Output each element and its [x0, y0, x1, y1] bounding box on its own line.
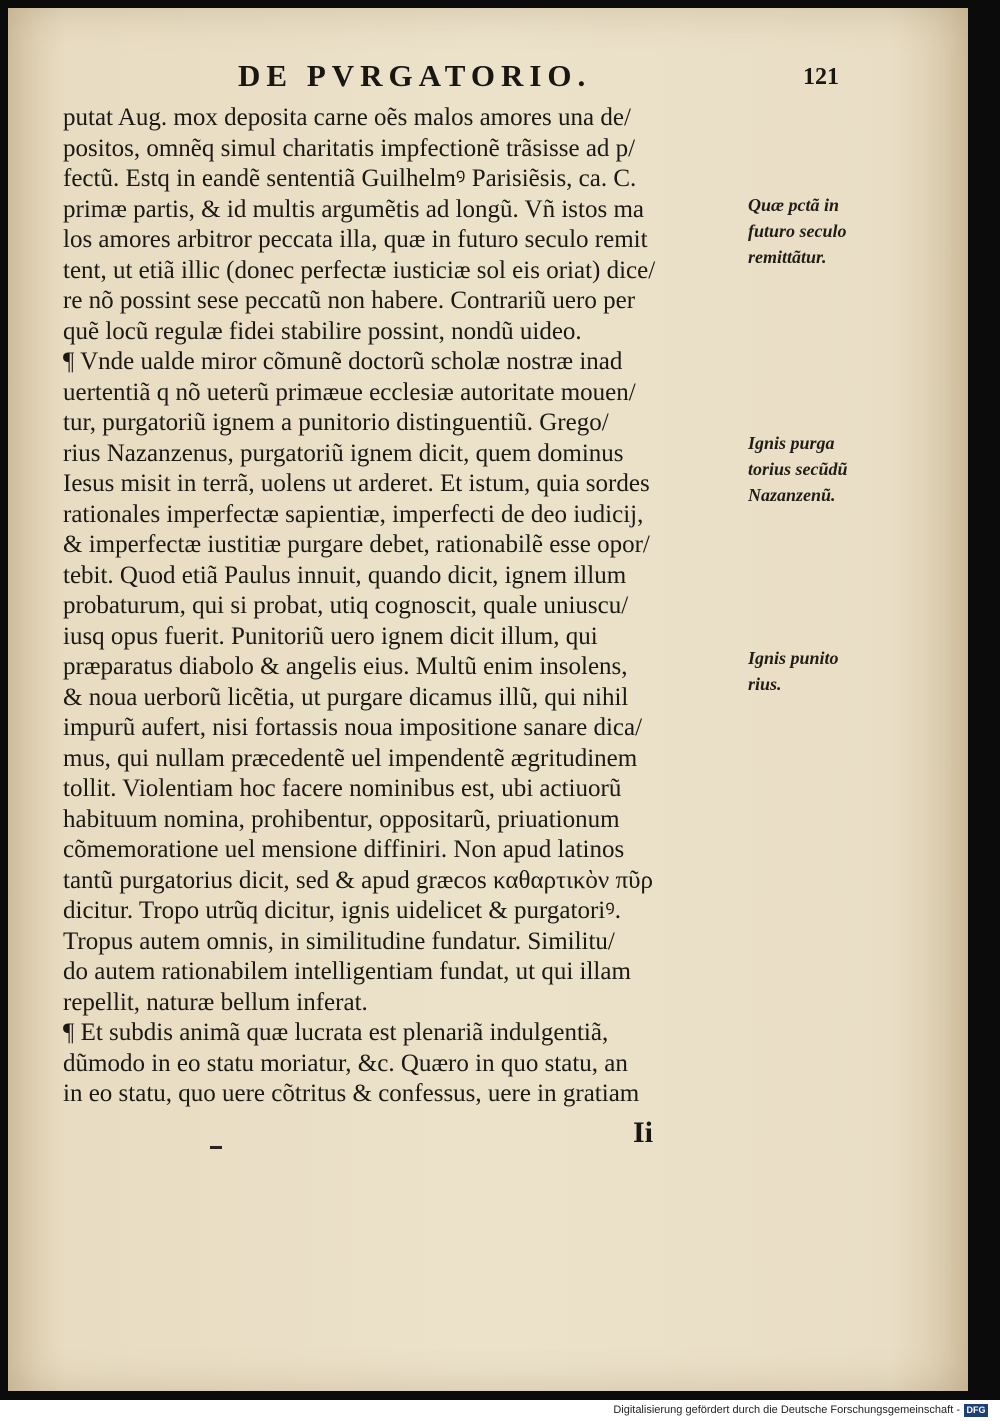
text-line: tent, ut etiã illic (donec perfectæ iusticiæ sol eis oriat) dice/ [63, 256, 656, 284]
text-line: re nõ possint sese peccatũ non habere. Contrariũ uero per [63, 287, 636, 314]
marginal-note-line: torius secũdũ [748, 459, 848, 479]
marginal-note-line: futuro seculo [748, 221, 847, 241]
text-line: præparatus diabolo & angelis eius. Multũ enim insolens, [63, 653, 628, 680]
digitization-footer [0, 1400, 1000, 1421]
text-line: habituum nomina, prohibentur, oppositarũ, priuationum [63, 805, 620, 833]
text-line: repellit, naturæ bellum inferat. [63, 988, 368, 1016]
text-line: dicitur. Tropo utrũq dicitur, ignis uidelicet & purgatoriꝰ. [63, 897, 622, 924]
marginal-note-line: Ignis punito [748, 648, 839, 668]
folio-number: 121 [803, 64, 839, 90]
text-line: impurũ aufert, nisi fortassis noua impositione sanare dica/ [63, 714, 643, 741]
marginal-note-line: rius. [748, 674, 782, 694]
footer-credit: Digitalisierung gefördert durch die Deutsche Forschungsgemeinschaft - [613, 1404, 960, 1416]
text-line: & noua uerborũ licẽtia, ut purgare dicamus illũ, qui nihil [63, 683, 629, 711]
text-line: los amores arbitror peccata illa, quæ in futuro seculo remit [63, 226, 648, 253]
text-line: rius Nazanzenus, purgatoriũ ignem dicit, quem dominus [63, 439, 624, 467]
signature-mark: Ii [633, 1116, 654, 1149]
text-line: tantũ purgatorius dicit, sed & apud græcos καθαρτικὸν πῦρ [63, 866, 653, 894]
text-line: ¶ Vnde ualde miror cõmunẽ doctorũ scholæ nostræ inad [63, 348, 623, 375]
text-line: in eo statu, quo uere cõtritus & confessus, uere in gratiam [63, 1080, 640, 1107]
running-head: DE PVRGATORIO. [238, 58, 592, 93]
text-line: fectũ. Estq in eandẽ sententiã Guilhelmꝰ Parisiẽsis, ca. C. [63, 165, 637, 192]
text-line: tur, purgatoriũ ignem a punitorio distinguentiũ. Grego/ [63, 409, 609, 436]
marginal-note-line: remittãtur. [748, 247, 827, 267]
marginal-note-1 [748, 192, 883, 270]
text-line: iusq opus fuerit. Punitoriũ uero ignem dicit illum, qui [63, 622, 598, 650]
text-line: uertentiã q nõ ueterũ primæue ecclesiæ autoritate mouen/ [63, 378, 636, 406]
text-line: rationales imperfectæ sapientiæ, imperfecti de deo iudicij, [63, 500, 644, 528]
text-line: & imperfectæ iustitiæ purgare debet, rationabilẽ esse opor/ [63, 531, 650, 558]
text-line: positos, omnẽq simul charitatis impfectionẽ trãsisse ad p/ [63, 134, 636, 162]
text-line: do autem rationabilem intelligentiam fundat, ut qui illam [63, 958, 631, 985]
book-page [8, 8, 968, 1391]
marginal-note-line: Nazanzenũ. [748, 485, 836, 505]
text-line: mus, qui nullam præcedentẽ uel impendentẽ ægritudinem [63, 744, 638, 772]
dfg-logo-icon: DFG [964, 1404, 988, 1417]
text-line: tebit. Quod etiã Paulus innuit, quando dicit, ignem illum [63, 561, 627, 589]
text-line: primæ partis, & id multis argumẽtis ad longũ. Vñ istos ma [63, 195, 645, 223]
text-line: Tropus autem omnis, in similitudine fundatur. Similitu/ [63, 927, 615, 955]
marginal-note-line: Quæ pctã in [748, 195, 840, 215]
marginal-note-3 [748, 645, 883, 697]
text-line: cõmemoratione uel mensione diffiniri. Non apud latinos [63, 836, 625, 863]
text-line: putat Aug. mox deposita carne oẽs malos amores una de/ [63, 104, 631, 131]
text-line: probaturum, qui si probat, utiq cognoscit, quale uniuscu/ [63, 592, 629, 619]
text-line: quẽ locũ regulæ fidei stabilire possint, nondũ uideo. [63, 317, 582, 345]
ink-mark [210, 1146, 222, 1149]
text-line: tollit. Violentiam hoc facere nominibus est, ubi actiuorũ [63, 775, 622, 802]
text-line: Iesus misit in terrã, uolens ut arderet. Et istum, quia sordes [63, 470, 650, 497]
marginal-note-line: Ignis purga [748, 433, 835, 453]
text-line: ¶ Et subdis animã quæ lucrata est plenariã indulgentiã, [63, 1019, 609, 1046]
page-header [238, 58, 838, 98]
text-line: dũmodo in eo statu moriatur, &c. Quæro in quo statu, an [63, 1049, 628, 1077]
main-text-block [63, 103, 753, 1110]
marginal-note-2 [748, 430, 883, 508]
